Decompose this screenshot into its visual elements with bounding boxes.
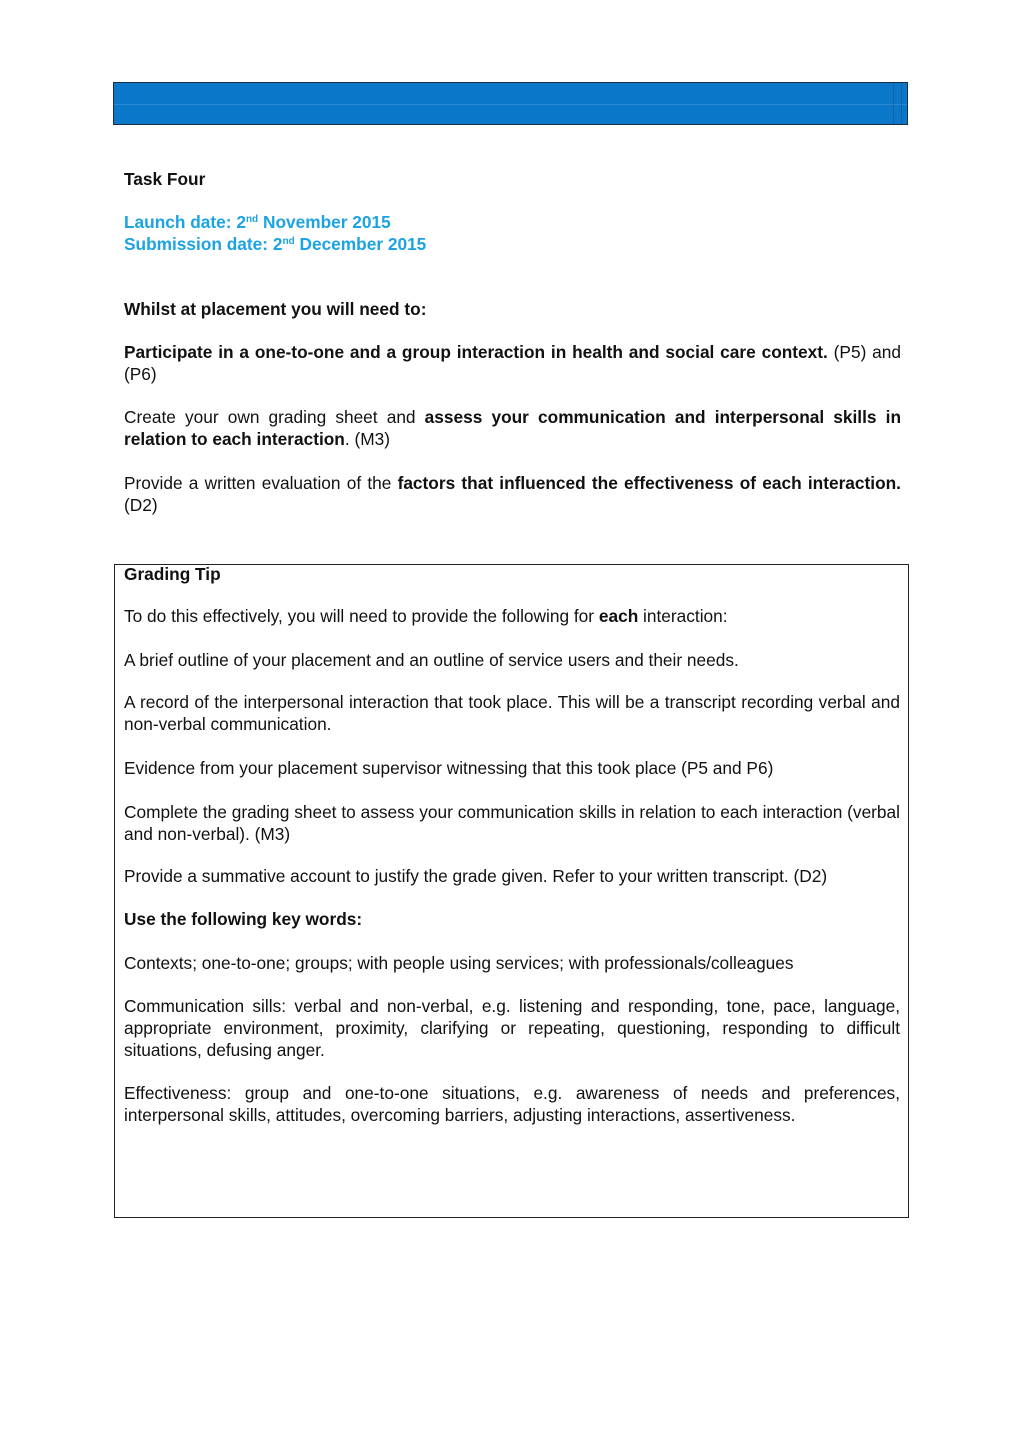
grading-tip-heading: Grading Tip	[124, 564, 221, 584]
task-item-evaluate	[124, 472, 901, 516]
task-item-assess-criteria: . (M3)	[344, 429, 390, 449]
task-item-assess	[124, 406, 901, 450]
keywords-effectiveness: Effectiveness: group and one-to-one situations, e.g. awareness of needs and preferences, interpersonal skills, attitudes, overcoming barriers, adjusting interactions, assertiveness.	[124, 1083, 900, 1125]
task-item-evaluate-pre: Provide a written evaluation of the	[124, 473, 398, 493]
launch-date-prefix: Launch date: 2	[124, 212, 246, 232]
task-item-assess-bold: assess your communication and interpersonal skills in relation to each interaction	[124, 407, 901, 449]
task-item-assess-pre: Create your own grading sheet and	[124, 407, 425, 427]
submission-date-sup: nd	[282, 236, 295, 247]
launch-date-suffix: November 2015	[258, 212, 391, 232]
keywords-heading: Use the following key words:	[124, 909, 363, 929]
launch-date	[124, 211, 901, 233]
grading-tip-record: A record of the interpersonal interaction that took place. This will be a transcript recording verbal and non-verbal communication.	[124, 692, 900, 734]
keywords-communication: Communication sills: verbal and non-verbal, e.g. listening and responding, tone, pace, language, appropriate environment, proximity, clarifying or repeating, questioning, responding to difficult situations, defusing anger.	[124, 996, 900, 1060]
grading-tip-complete-sheet: Complete the grading sheet to assess your communication skills in relation to each interaction (verbal and non-verbal). (M3)	[124, 802, 900, 844]
grading-tip-content	[124, 563, 900, 1126]
task-item-participate-criteria: (P5) and (P6)	[124, 342, 901, 384]
task-section	[124, 168, 901, 516]
banner-cell-divider	[901, 83, 902, 124]
keywords-contexts: Contexts; one-to-one; groups; with people using services; with professionals/colleagues	[124, 953, 794, 973]
submission-date-suffix: December 2015	[294, 234, 427, 254]
task-title: Task Four	[124, 169, 206, 189]
task-item-participate	[124, 341, 901, 385]
header-banner	[113, 82, 908, 125]
grading-tip-evidence: Evidence from your placement supervisor witnessing that this took place (P5 and P6)	[124, 758, 774, 778]
grading-tip-summative: Provide a summative account to justify the grade given. Refer to your written transcript. (D2)	[124, 866, 828, 886]
grading-tip-intro-post: interaction:	[638, 606, 728, 626]
grading-tip-intro-pre: To do this effectively, you will need to provide the following for	[124, 606, 599, 626]
grading-tip-intro	[124, 605, 900, 627]
grading-tip-intro-bold: each	[598, 606, 639, 626]
task-item-evaluate-bold: factors that influenced the effectiveness of each interaction.	[397, 473, 901, 493]
task-item-evaluate-criteria: (D2)	[124, 495, 158, 515]
grading-tip-outline: A brief outline of your placement and an outline of service users and their needs.	[124, 650, 739, 670]
launch-date-sup: nd	[245, 214, 259, 225]
task-intro: Whilst at placement you will need to:	[124, 299, 427, 319]
banner-divider	[114, 104, 907, 105]
banner-cell-divider	[893, 83, 894, 124]
submission-date-prefix: Submission date: 2	[124, 234, 283, 254]
task-item-participate-bold: Participate in a one-to-one and a group interaction in health and social care context.	[124, 342, 828, 362]
submission-date	[124, 233, 901, 255]
